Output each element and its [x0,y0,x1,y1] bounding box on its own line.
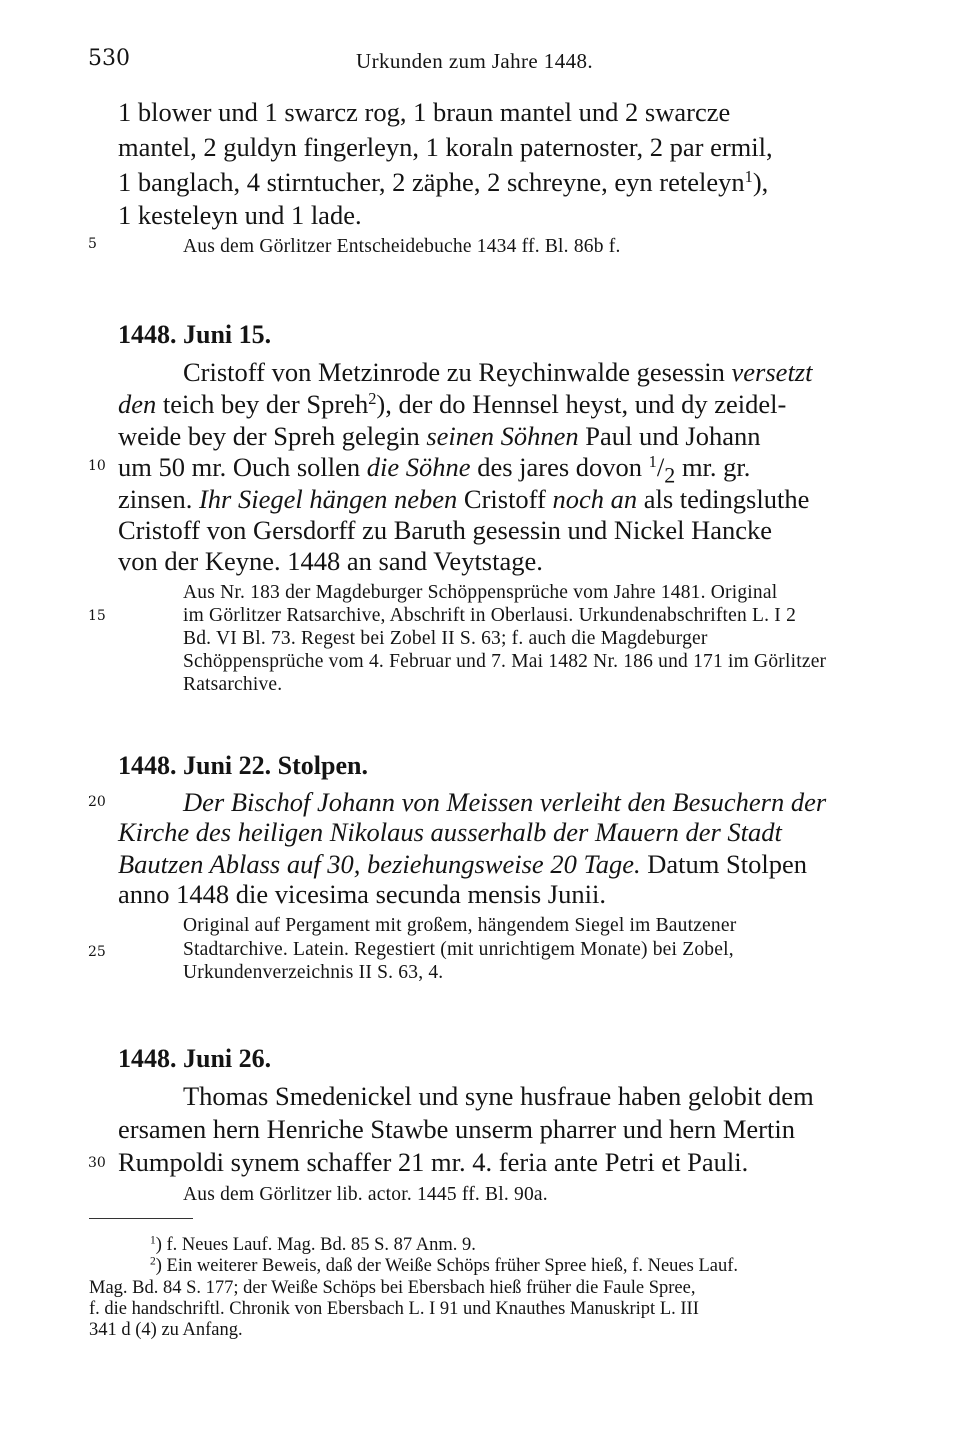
text-line: Der Bischof Johann von Meissen verleiht den Besuchern der [183,787,827,817]
line-number: 15 [88,608,106,624]
line-number: 30 [88,1155,106,1171]
text-line: Rumpoldi synem schaffer 21 mr. 4. feria ante Petri et Pauli. [118,1147,749,1177]
text-line: 1 kesteleyn und 1 lade. [118,200,362,230]
text-line: von der Keyne. 1448 an sand Veytstage. [118,546,543,576]
source-note: Urkundenverzeichnis II S. 63, 4. [183,962,444,983]
line-number: 25 [88,944,106,960]
text-line: zinsen. Ihr Siegel hängen neben Cristoff noch an als tedingsluthe [118,484,810,514]
page-number: 530 [88,46,130,71]
source-note: im Görlitzer Ratsarchive, Abschrift in Oberlausi. Urkundenabschriften L. I 2 [183,605,797,626]
footnote-rule [89,1218,193,1219]
text-line: Cristoff von Gersdorff zu Baruth gesessin und Nickel Hancke [118,515,773,545]
text-line: 1 blower und 1 swarcz rog, 1 braun mantel und 2 swarcze [118,97,731,127]
text-line: Bautzen Ablass auf 30, beziehungsweise 20 Tage. Datum Stolpen [118,849,807,879]
source-note: Aus dem Görlitzer lib. actor. 1445 ff. Bl. 90a. [183,1184,548,1205]
source-note: Bd. VI Bl. 73. Regest bei Zobel II S. 63; f. auch die Magdeburger [183,628,708,649]
entry-heading: 1448. Juni 15. [118,320,272,349]
text-line: Kirche des heiligen Nikolaus ausserhalb der Mauern der Stadt [118,817,782,847]
text-line: ersamen hern Henriche Stawbe unserm pharrer und hern Mertin [118,1114,795,1144]
text-line: um 50 mr. Ouch sollen die Söhne des jares dovon $^1/_2$ mr. gr. [118,451,751,488]
source-note: Ratsarchive. [183,674,283,695]
running-title: Urkunden zum Jahre 1448. [356,49,594,73]
source-note: Original auf Pergament mit großem, hängendem Siegel im Bautzener [183,915,737,936]
text-line: den teich bey der Spreh$^2$), der do Hennsel heyst, und dy zeidel- [118,388,787,419]
footnote-line: f. die handschriftl. Chronik von Ebersbach L. I 91 und Knauthes Manuskript L. III [89,1299,699,1319]
text-line: weide bey der Spreh gelegin seinen Söhnen Paul und Johann [118,421,761,451]
source-note: Schöppensprüche vom 4. Februar und 7. Mai 1482 Nr. 186 und 171 im Görlitzer [183,651,827,672]
source-note: Stadtarchive. Latein. Regestiert (mit unrichtigem Monate) bei Zobel, [183,939,734,960]
footnote-line: 341 d (4) zu Anfang. [89,1320,243,1340]
source-note: Aus dem Görlitzer Entscheidebuche 1434 ff. Bl. 86b f. [183,236,621,257]
text-line: anno 1448 die vicesima secunda mensis Junii. [118,879,606,909]
text-line: 1 banglach, 4 stirntucher, 2 zäphe, 2 schreyne, eyn reteleyn$^1$), [118,166,769,197]
line-number: 5 [88,236,97,252]
entry-heading: 1448. Juni 26. [118,1044,272,1073]
text-line: mantel, 2 guldyn fingerleyn, 1 koraln paternoster, 2 par ermil, [118,132,773,162]
source-note: Aus Nr. 183 der Magdeburger Schöppensprüche vom Jahre 1481. Original [183,582,778,603]
footnote-line: $^1$) f. Neues Lauf. Mag. Bd. 85 S. 87 Anm. 9. [150,1234,476,1255]
text-line: Cristoff von Metzinrode zu Reychinwalde gesessin versetzt [183,357,813,387]
entry-heading: 1448. Juni 22. Stolpen. [118,751,368,780]
footnote-line: $^2$) Ein weiterer Beweis, daß der Weiße Schöps früher Spree hieß, f. Neues Lauf. [150,1255,738,1276]
text-line: Thomas Smedenickel und syne husfraue haben gelobit dem [183,1081,814,1111]
footnote-line: Mag. Bd. 84 S. 177; der Weiße Schöps bei Ebersbach hieß früher die Faule Spree, [89,1278,696,1298]
line-number: 10 [88,458,106,474]
line-number: 20 [88,794,106,810]
